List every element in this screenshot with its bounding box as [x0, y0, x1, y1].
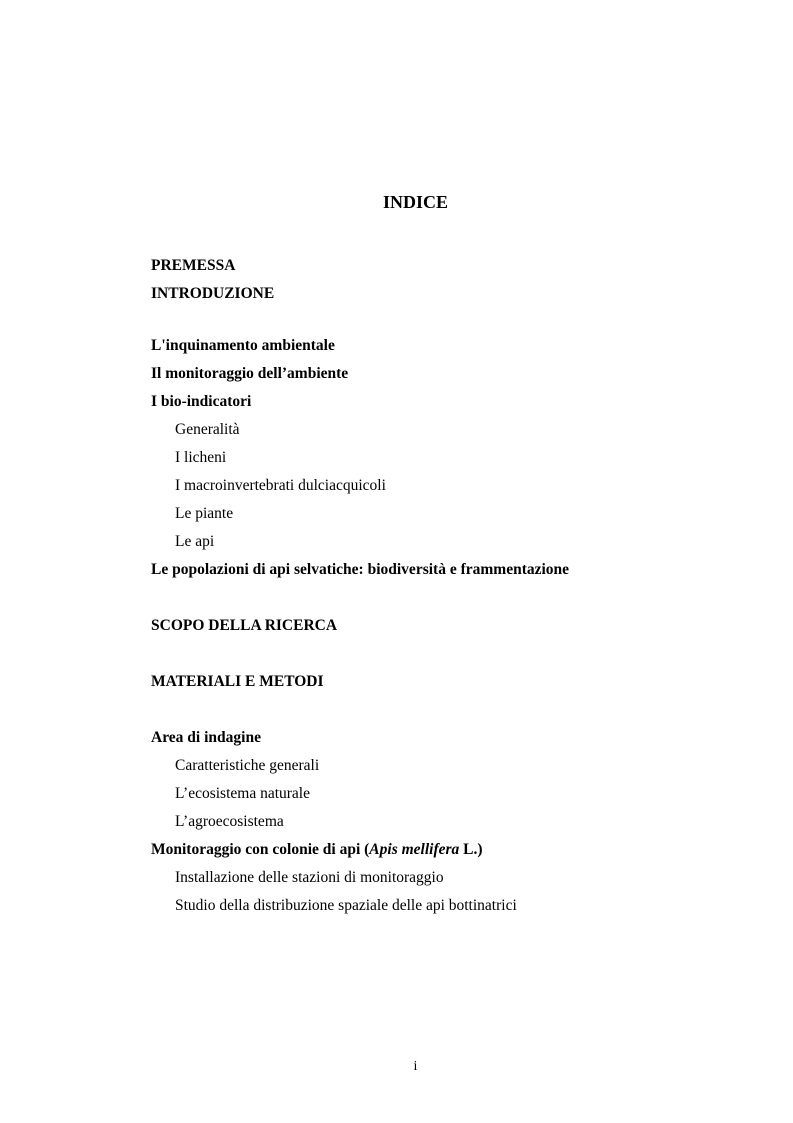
toc-entry-premessa: PREMESSA [151, 257, 236, 274]
toc-entry-piante: Le piante [175, 505, 234, 522]
species-name: Apis mellifera [369, 841, 460, 858]
toc-entry-agroecosistema: L’agroecosistema [175, 813, 284, 830]
page-number: i [413, 1059, 418, 1074]
toc-entry-bio-indicatori: I bio-indicatori [151, 393, 252, 410]
toc-entry-monitoraggio-colonie [151, 840, 483, 860]
toc-entry-inquinamento: L'inquinamento ambientale [151, 337, 335, 354]
toc-entry-installazione: Installazione delle stazioni di monitoraggio [175, 869, 444, 886]
toc-entry-introduzione: INTRODUZIONE [151, 285, 275, 302]
toc-entry-distribuzione: Studio della distribuzione spaziale delle api bottinatrici [175, 897, 517, 914]
toc-entry-materiali: MATERIALI E METODI [151, 673, 324, 690]
toc-entry-monitoraggio-ambiente: Il monitoraggio dell’ambiente [151, 365, 349, 382]
toc-entry-ecosistema: L’ecosistema naturale [175, 785, 310, 802]
toc-entry-licheni: I licheni [175, 449, 227, 466]
toc-entry-popolazioni-api: Le popolazioni di api selvatiche: biodiversità e frammentazione [151, 561, 570, 578]
toc-entry-scopo: SCOPO DELLA RICERCA [151, 617, 338, 634]
toc-entry-macroinvertebrati: I macroinvertebrati dulciacquicoli [175, 477, 386, 494]
toc-entry-monitoraggio-colonie-prefix: Monitoraggio con colonie di api ( [151, 841, 370, 858]
toc-entry-caratteristiche: Caratteristiche generali [175, 757, 320, 774]
toc-entry-api: Le api [175, 533, 215, 550]
toc-entry-monitoraggio-colonie-suffix: L.) [459, 841, 483, 858]
page-title: INDICE [382, 192, 448, 212]
toc-entry-area-indagine: Area di indagine [151, 729, 261, 746]
toc-entry-generalita: Generalità [175, 421, 240, 438]
